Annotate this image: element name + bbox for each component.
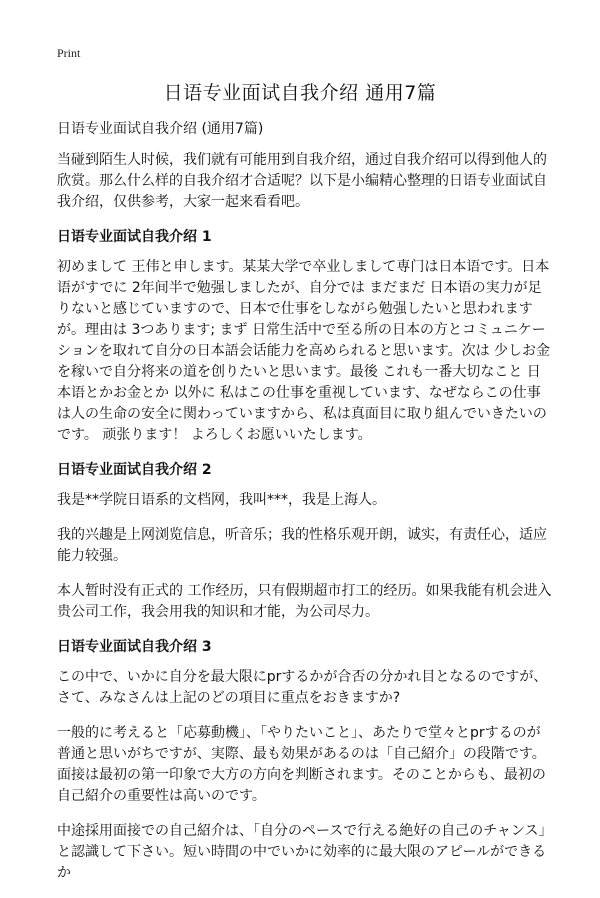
section-2-paragraph-2: 我的兴趣是上网浏览信息，听音乐；我的性格乐观开朗，诚实，有责任心，适应能力较强。 bbox=[57, 527, 547, 564]
section-1-paragraph-1: 初めまして 王伟と申します。某某大学で卒业しまして専门は日本语です。日本语がすでに 2年间半で勉强しましたが、自分では まだまだ 日本语の実力が足りないと感じていますので、日本で仕事をしながら勉强したいと思われますが。理由は 3つあります; まず 日常生活中で至る所の日本の方とコミュニケーションを取れて自分の日本語会话能力を高められると思います。次は 少しお金を稼いで自分将来の道を创りたいと思います。最後 これも一番大切なこと 日本语とかお金とか 以外に 私はこの仕事を重视しています、なぜならこの仕事は人の生命の安全に関わっていますから、私は真面目に取り組んでいきたいのです。 顽张ります！ よろしくお愿いいたします。 bbox=[57, 259, 551, 443]
section-heading-3: 日语专业面试自我介绍 3 bbox=[57, 639, 212, 655]
section-3-paragraph-3: 中途採用面接での自己紹介は、「自分のペースで行える絶好の自己のチャンス」と認識して下さい。短い時間の中でいかに効率的に最大限のアピールができるか bbox=[57, 823, 553, 881]
section-3-paragraph-2: 一般的に考えると「応募動機」、「やりたいこと」、あたりで堂々とprするのが普通と思いがちですが、実際、最も効果があるのは「自己紹介」の段階です。面接は最初の第一印象で大方の方向を判断されます。そのことからも、最初の自己紹介の重要性は高いのです。 bbox=[57, 725, 546, 804]
print-link[interactable]: Print bbox=[57, 46, 81, 60]
document-subtitle: 日语专业面试自我介绍 (通用7篇) bbox=[57, 121, 264, 137]
section-heading-2: 日语专业面试自我介绍 2 bbox=[57, 462, 212, 478]
document-body bbox=[57, 119, 553, 898]
section-3-paragraph-1: この中で、いかに自分を最大限にprするかが合否の分かれ目となるのですが、さて、みなさんは上記のどの項目に重点をおきますか? bbox=[57, 669, 548, 706]
intro-paragraph: 当碰到陌生人时候，我们就有可能用到自我介绍，通过自我介绍可以得到他人的欣赏。那么什么样的自我介绍才合适呢？以下是小编精心整理的日语专业面试自我介绍，仅供参考，大家一起来看看吧。 bbox=[57, 152, 547, 210]
section-2-paragraph-1: 我是**学院日语系的文档网，我叫***，我是上海人。 bbox=[57, 492, 386, 508]
section-heading-1: 日语专业面试自我介绍 1 bbox=[57, 229, 212, 245]
page-title: 日语专业面试自我介绍 通用7篇 bbox=[163, 82, 437, 104]
section-2-paragraph-3: 本人暂时没有正式的 工作经历，只有假期超市打工的经历。如果我能有机会进入贵公司工作，我会用我的知识和才能，为公司尽力。 bbox=[57, 583, 552, 620]
